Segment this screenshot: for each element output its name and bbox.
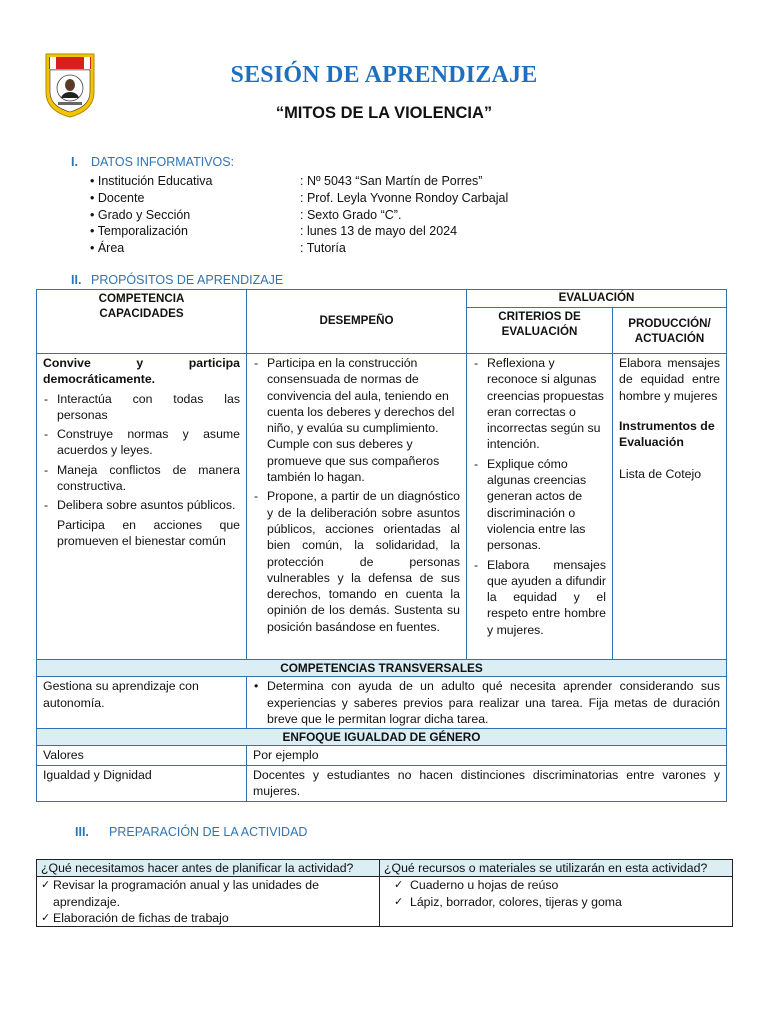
before-list-cell [37, 877, 380, 927]
capacidad-extra: Participa en acciones que promueven el bienestar común [57, 517, 240, 548]
list-item: - Delibera sobre asuntos públicos. [43, 497, 240, 513]
list-item: ✓ Lápiz, borrador, colores, tijeras y goma [384, 894, 728, 910]
datos-informativos-list [90, 173, 600, 257]
ejemplo-label: Por ejemplo [247, 746, 727, 765]
competencia-cell [37, 354, 247, 660]
capacidades-list [43, 391, 240, 514]
header-criterios: CRITERIOS DE EVALUACIÓN [467, 308, 613, 354]
desempeno-cell [247, 354, 467, 660]
list-item: - Interactúa con todas las personas [43, 391, 240, 424]
question-before: ¿Qué necesitamos hacer antes de planificar la actividad? [37, 860, 380, 877]
session-subtitle: “MITOS DE LA VIOLENCIA” [275, 104, 493, 122]
transversal-competencia: Gestiona su aprendizaje con autonomía. [37, 677, 247, 729]
ejemplo-value: Docentes y estudiantes no hacen distinciones discriminatorias entre varones y mujeres. [247, 765, 727, 801]
list-item: - Elabora mensajes que ayuden a difundir la equidad y el respeto entre hombre y mujeres. [473, 557, 606, 638]
info-row: • Grado y Sección : Sexto Grado “C”. [90, 207, 402, 222]
section-heading-datos: I. DATOS INFORMATIVOS: [71, 155, 235, 169]
list-item: - Explique cómo algunas creencias generan actos de discriminación o violencia entre las personas. [473, 456, 606, 554]
valor-value: Igualdad y Dignidad [37, 765, 247, 801]
produccion-text: Elabora mensajes de equidad entre hombre y mujeres [619, 356, 721, 403]
list-item: - Propone, a partir de un diagnóstico y de la deliberación sobre asuntos públicos, acciones orientadas al bien común, la solidaridad, la protección de personas vulnerables y la defensa de sus derechos, tomando en cuenta la opinión de los demás. Sustenta su posición basándose en fuentes. [253, 488, 460, 635]
valores-label: Valores [37, 746, 247, 765]
header-produccion: PRODUCCIÓN/ ACTUACIÓN [613, 308, 727, 354]
list-item: ✓ Cuaderno u hojas de reúso [384, 877, 728, 893]
question-resources: ¿Qué recursos o materiales se utilizarán en esta actividad? [380, 860, 733, 877]
list-item: - Construye normas y asume acuerdos y leyes. [43, 426, 240, 459]
list-item: ✓ Revisar la programación anual y las unidades de aprendizaje. [41, 877, 375, 910]
list-item: - Reflexiona y reconoce si algunas creencias propuestas eran correctas o incorrectas según su intención. [473, 355, 606, 453]
instrumentos-title: Instrumentos de Evaluación [619, 418, 715, 450]
band-competencias-transversales: COMPETENCIAS TRANSVERSALES [37, 660, 727, 677]
list-item: - Participa en la construcción consensuada de normas de convivencia del aula, teniendo en cuenta los deberes y derechos del niño, y evalúa su cumplimiento. Cumple con sus deberes y promueve que sus compañeros también lo hagan. [253, 355, 460, 485]
list-item: - Maneja conflictos de manera constructiva. [43, 462, 240, 495]
produccion-cell [613, 354, 727, 660]
section-heading-propositos: II. PROPÓSITOS DE APRENDIZAJE [71, 273, 284, 287]
info-row: • Área : Tutoría [90, 241, 346, 256]
competencia-name: Convive y participa democráticamente. [43, 356, 240, 387]
section-heading-preparacion: III. PREPARACIÓN DE LA ACTIVIDAD [75, 825, 308, 839]
criterios-list [473, 355, 606, 638]
header-competencia: COMPETENCIA CAPACIDADES [37, 290, 247, 354]
transversal-list [253, 678, 720, 727]
transversal-descripcion [247, 677, 727, 729]
instrumentos-value: Lista de Cotejo [619, 467, 702, 482]
header-evaluacion: EVALUACIÓN [467, 290, 727, 308]
criterios-cell [467, 354, 613, 660]
propositos-table [36, 289, 727, 802]
before-list [41, 877, 375, 926]
header-desempeno: DESEMPEÑO [247, 290, 467, 354]
info-row: • Institución Educativa : Nº 5043 “San Martín de Porres” [90, 174, 483, 188]
band-enfoque-igualdad: ENFOQUE IGUALDAD DE GÉNERO [37, 729, 727, 746]
resources-list [384, 877, 728, 910]
resources-list-cell [380, 877, 733, 927]
preparacion-table [36, 859, 733, 927]
desempenos-list [253, 355, 460, 635]
info-row: • Docente : Prof. Leyla Yvonne Rondoy Carbajal [90, 190, 509, 205]
list-item: • Determina con ayuda de un adulto qué necesita aprender considerando sus experiencias y saberes previos para realizar una tarea. Fija metas de duración breve que le permitan lograr dicha tarea. [253, 678, 720, 727]
info-row: • Temporalización : lunes 13 de mayo del 2024 [90, 224, 458, 239]
page-title: SESIÓN DE APRENDIZAJE [230, 62, 538, 88]
list-item: ✓ Elaboración de fichas de trabajo [41, 910, 375, 926]
